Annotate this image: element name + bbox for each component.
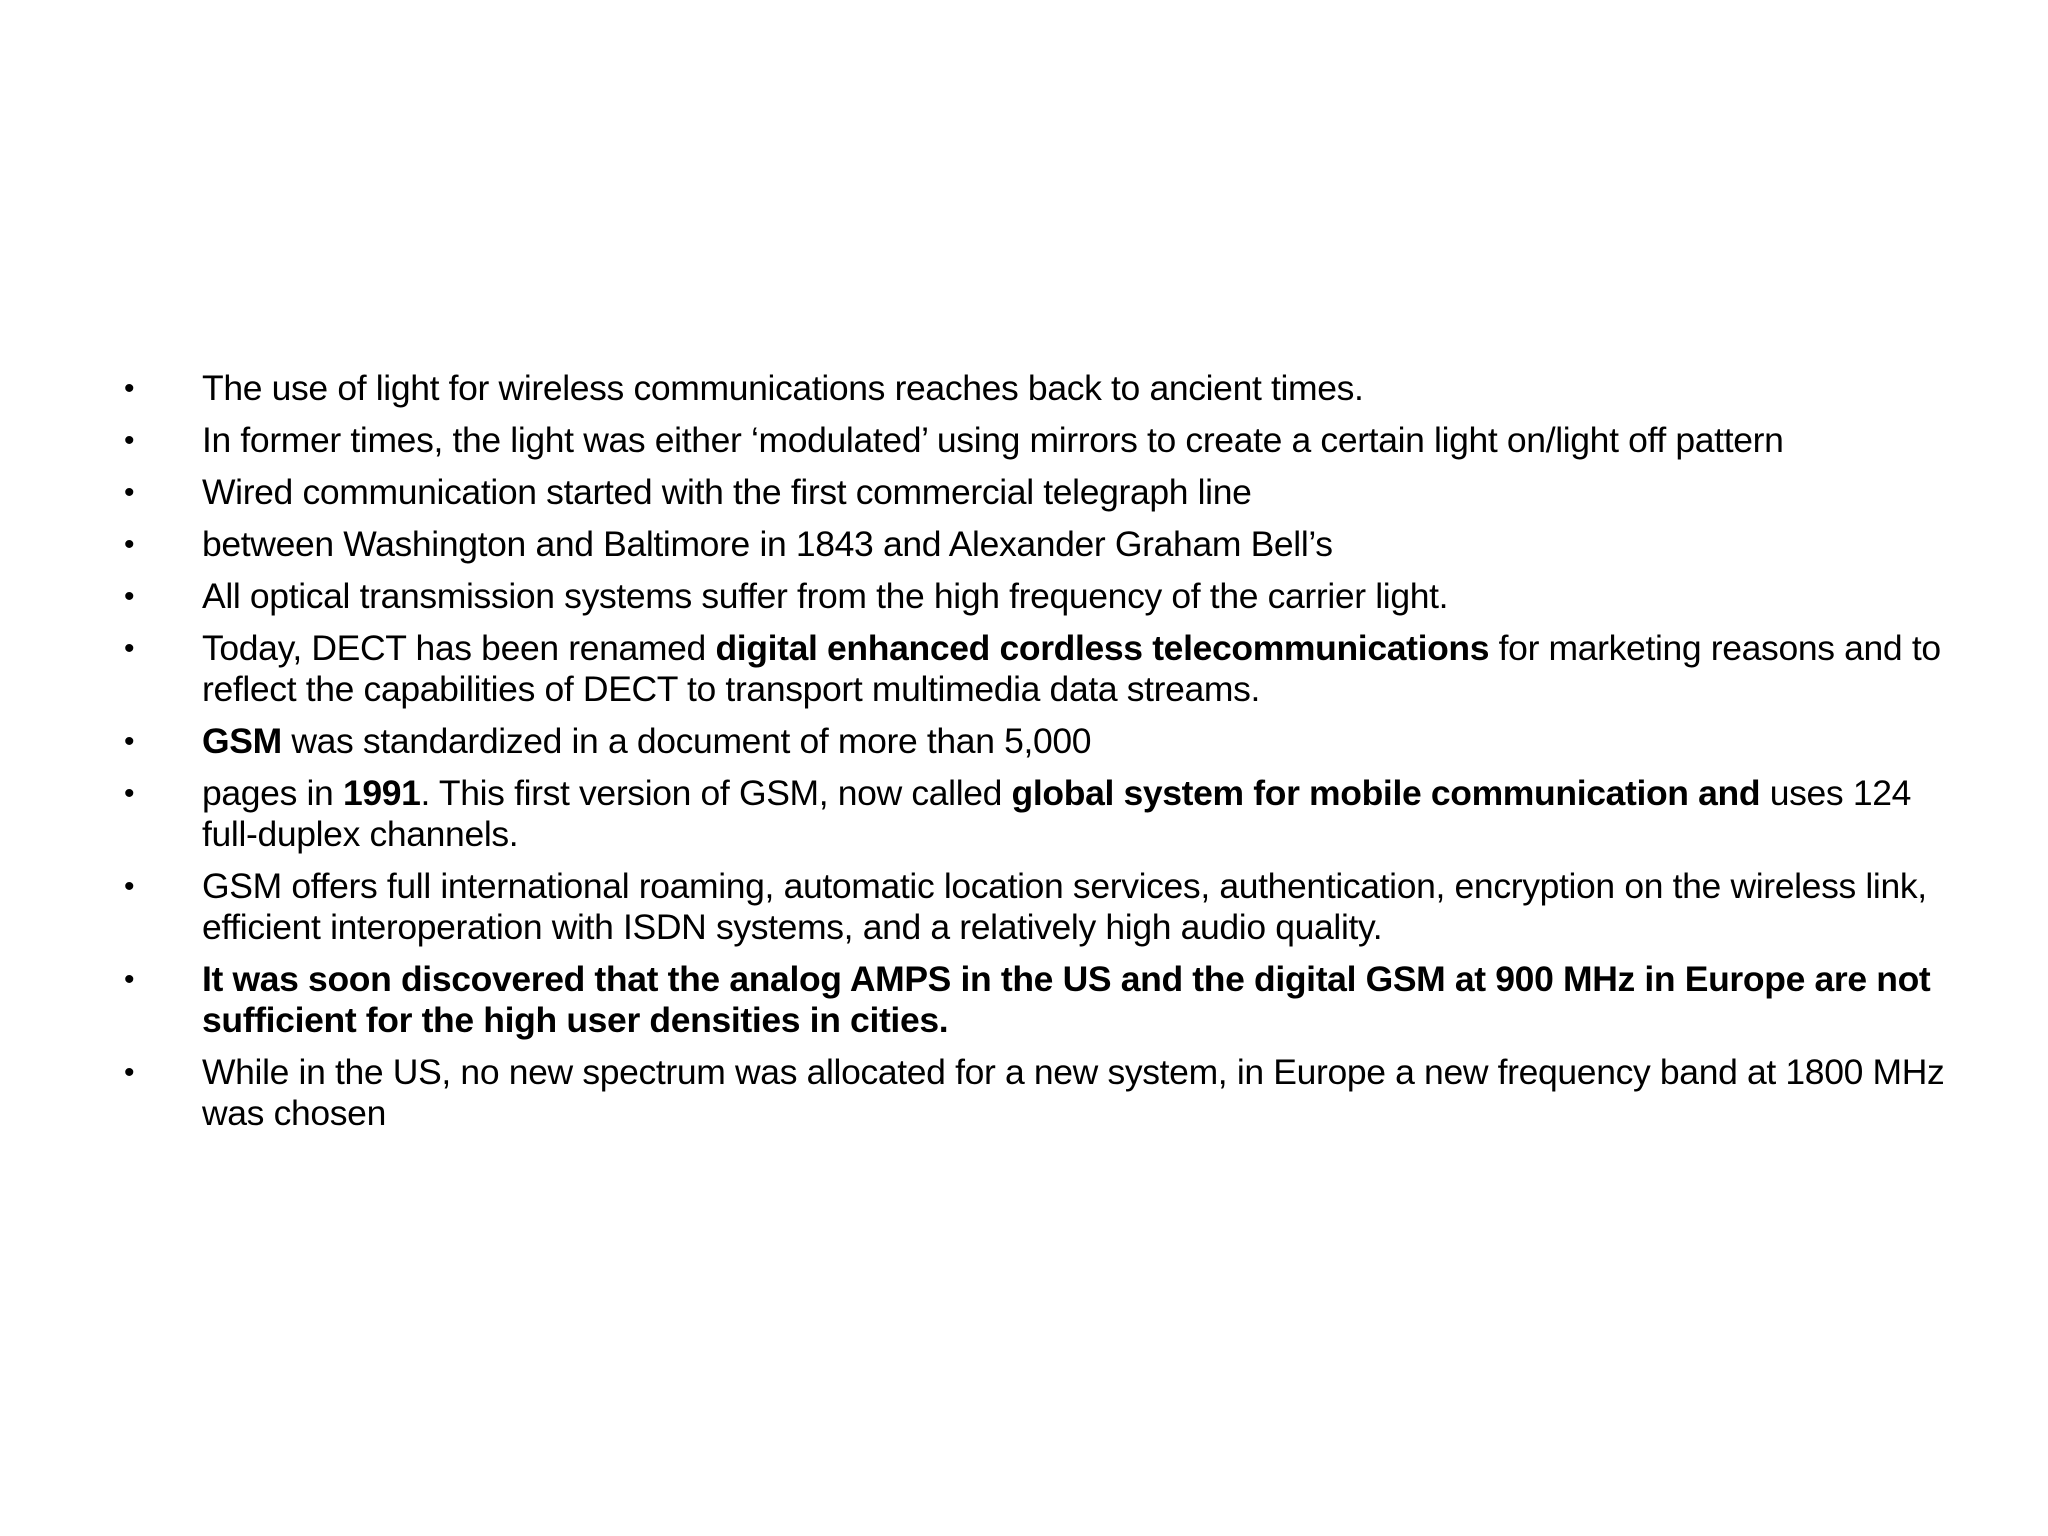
bullet-text-segment: uses 124 full-duplex channels. xyxy=(202,773,1912,854)
bullet-item xyxy=(124,576,1954,617)
bullet-text xyxy=(202,368,1364,408)
bullet-point-icon: • xyxy=(124,777,135,810)
bullet-item xyxy=(124,773,1954,855)
bullet-text-segment: Today, DECT has been renamed xyxy=(202,628,716,668)
bullet-text-segment: Wired communication started with the first commercial telegraph line xyxy=(202,472,1252,512)
bullet-text xyxy=(202,1052,1944,1133)
bullet-point-icon: • xyxy=(124,1056,135,1089)
bullet-text xyxy=(202,959,1930,1040)
bullet-text xyxy=(202,721,1091,761)
bullet-point-icon: • xyxy=(124,528,135,561)
bullet-text xyxy=(202,866,1927,947)
bullet-item xyxy=(124,368,1954,409)
bullet-text-segment: for marketing reasons and to reflect the capabilities of DECT to transport multimedia data streams. xyxy=(202,628,1941,709)
bullet-item xyxy=(124,959,1954,1041)
bullet-text-bold-segment: global system for mobile communication and xyxy=(1011,773,1761,813)
bullet-point-icon: • xyxy=(124,963,135,996)
bullet-text-segment: All optical transmission systems suffer from the high frequency of the carrier light. xyxy=(202,576,1449,616)
bullet-text xyxy=(202,576,1448,616)
bullet-item xyxy=(124,420,1954,461)
bullet-text-bold-segment: 1991 xyxy=(342,773,421,813)
bullet-text-segment: . This first version of GSM, now called xyxy=(420,773,1012,813)
bullet-text-segment: While in the US, no new spectrum was allocated for a new system, in Europe a new frequency band at 1800 MHz was chosen xyxy=(202,1052,1945,1133)
bullet-text xyxy=(202,773,1911,854)
bullet-point-icon: • xyxy=(124,725,135,758)
bullet-text-bold-segment: digital enhanced cordless telecommunications xyxy=(715,628,1490,668)
bullet-text xyxy=(202,628,1941,709)
bullet-item xyxy=(124,628,1954,710)
bullet-text-segment: In former times, the light was either ‘modulated’ using mirrors to create a certain light on/light off pattern xyxy=(202,420,1784,460)
bullet-point-icon: • xyxy=(124,632,135,665)
bullet-text xyxy=(202,472,1252,512)
bullet-point-icon: • xyxy=(124,580,135,613)
bullet-list xyxy=(124,368,1954,1145)
bullet-item xyxy=(124,472,1954,513)
bullet-text-segment: The use of light for wireless communications reaches back to ancient times. xyxy=(202,368,1364,408)
bullet-point-icon: • xyxy=(124,870,135,903)
bullet-text-bold-segment: GSM xyxy=(202,721,282,761)
bullet-point-icon: • xyxy=(124,476,135,509)
bullet-item xyxy=(124,866,1954,948)
bullet-text-bold-segment: It was soon discovered that the analog AMPS in the US and the digital GSM at 900 MHz in Europe are not sufficient for the high user densities in cities. xyxy=(202,959,1931,1040)
bullet-text-segment: GSM offers full international roaming, automatic location services, authentication, encryption on the wireless link, efficient interoperation with ISDN systems, and a relatively high audio quality. xyxy=(202,866,1927,947)
bullet-text-segment: was standardized in a document of more than 5,000 xyxy=(281,721,1092,761)
bullet-item xyxy=(124,721,1954,762)
bullet-text xyxy=(202,420,1783,460)
bullet-point-icon: • xyxy=(124,372,135,405)
bullet-text-segment: between Washington and Baltimore in 1843 and Alexander Graham Bell’s xyxy=(202,524,1333,564)
bullet-point-icon: • xyxy=(124,424,135,457)
bullet-text-segment: pages in xyxy=(202,773,343,813)
bullet-text xyxy=(202,524,1333,564)
bullet-item xyxy=(124,524,1954,565)
bullet-item xyxy=(124,1052,1954,1134)
